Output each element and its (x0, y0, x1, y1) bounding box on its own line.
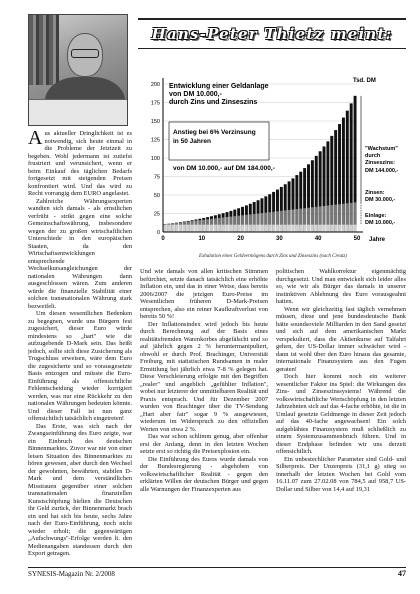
bar-einlage-segment (288, 225, 291, 232)
y-tick-label: 175 (150, 100, 160, 107)
bar-zinsen-segment (222, 217, 225, 224)
chart-svg (135, 72, 407, 250)
bar-zinsen-segment (299, 209, 302, 225)
y-tick-label: 0 (156, 230, 160, 236)
article-banner (138, 18, 406, 49)
paragraph: Und wie damals von allen kritischen Stimmen befürchtet, setzte danach tatsächlich eine erhöhte Inflation ein, und das in einer Weise, dass bereits 2006/2007 die jetzigen Euro-Preise im Wesentlichen früheren D-Mark-Preisen entsprechen, also ein reiner Kaufkraftverlust von bereits 50 %! (140, 268, 268, 320)
bar-zinsen-segment (326, 206, 329, 225)
bar-einlage-segment (163, 225, 166, 232)
bar-zinsen-segment (195, 221, 198, 225)
paragraph: Ein unbestechlicher Parameter sind Gold- und Silberpreis. Der Unzenpreis (31,1 g) stieg so innerhalb der letzten Wochen bei Gold vom 16.11.07 zum 27.02.08 von 784,5 auf 958,7 US-Dollar und Silber von 14,4 auf 19,31 (276, 455, 406, 493)
text-column-1 (28, 130, 132, 562)
paragraph: Doch hier kommt noch ein weiterer wesentlicher Faktor ins Spiel: die Wirkungen des Zins- und Zinseszinssystems! Während die volkswirtschaftliche Wertschöpfung in den letzten Jahrzehnten sich auf das 4-fache erhöhte, ist die in Umlauf gesetzte Geldmenge in dieser Zeit jedoch auf das 40-fache angewachsen! Ein solch aufgeblähtes Finanzsystem muß schließlich zu einem Systemzusammenbruch führen. Und in dieser Endphase befinden wir uns derzeit offensichtlich. (276, 373, 406, 455)
bar-zinsen-segment (241, 215, 244, 224)
bar-einlage-segment (323, 225, 326, 232)
paragraph: Das Erste, was sich nach der Zwangseinführung des Euro zeigte, war ein Einbruch des deutschen Binnenmarktes. Zuvor war nie von einer leisen Situation des Binnenmarktes zu hören gewesen, aber durch den Wechsel der gewohnten, bewährten, stabilen D-Mark und dem verständlichen Misstrauen gegenüber einer solchen transnationalen finanziellen Kunstschöpfung hielten die Deutschen ihr Geld zurück, der Binnenmarkt brach ein und hat sich bis heute, sechs Jahre nach der Euro-Einführung, noch nicht wieder erholt; die gegenwärtigen „Aufschwungs"-Erfolge werden lt. den Medienangaben standessen durch den Export getragen. (28, 422, 132, 557)
y-tick-label: 200 (150, 82, 160, 88)
bar-zinsen-segment (257, 214, 260, 225)
y-tick-label: 75 (153, 174, 160, 181)
bar-einlage-segment (229, 225, 232, 232)
banner-title: Hans-Peter Thietz meint: (151, 25, 393, 43)
bar-einlage-segment (187, 225, 190, 232)
bar-einlage-segment (319, 225, 322, 232)
bar-einlage-segment (257, 225, 260, 232)
bar-einlage-segment (268, 225, 271, 232)
footer-rule (28, 567, 406, 568)
bar-zinsen-segment (280, 211, 283, 225)
x-tick-label: 30 (276, 236, 283, 242)
bar-einlage-segment (299, 225, 302, 232)
paragraph: Die Einführung des Euros wurde damals von der Bundesregierung - abgehoben von volkswirtschaftlicher Realität - gegen den erklärten Willen der deutschen Bürger und gegen alle Warnungen der Finanzexperten aus (140, 455, 268, 493)
chart-title: Entwicklung einer Geldanlage (169, 83, 269, 90)
bar-zinsen-segment (342, 204, 345, 225)
bar-einlage-segment (295, 225, 298, 232)
bar-zinsen-segment (167, 224, 170, 225)
bar-zinsen-segment (226, 217, 229, 225)
bar-einlage-segment (249, 225, 252, 232)
chart-title-line2: von DM 10.000,- (169, 91, 222, 98)
bar-zinsen-segment (315, 207, 318, 225)
einlage-label: Einlage: (365, 213, 387, 219)
bar-zinsen-segment (272, 212, 275, 225)
bar-einlage-segment (218, 225, 221, 232)
bar-zinsen-segment (354, 202, 357, 224)
bar-zinsen-segment (237, 216, 240, 225)
einlage-label-value: DM 10.000,- (365, 220, 396, 226)
bar-zinsen-segment (307, 208, 310, 225)
bar-zinsen-segment (218, 218, 221, 225)
figure-caption: Exhalation eines Geldvermögens durch Zins und Zinseszins (nach Creutz) (199, 254, 347, 259)
bar-einlage-segment (214, 225, 217, 232)
bar-einlage-segment (334, 225, 337, 232)
bar-zinsen-segment (214, 218, 217, 224)
x-tick-label: 40 (314, 236, 322, 242)
wachstum-label-line3: Zinseszins: (365, 160, 395, 166)
bar-einlage-segment (326, 225, 329, 232)
bar-einlage-segment (307, 225, 310, 232)
bar-einlage-segment (226, 225, 229, 232)
bar-einlage-segment (284, 225, 287, 232)
bar-einlage-segment (272, 225, 275, 232)
y-tick-label: 25 (153, 211, 160, 218)
bar-einlage-segment (311, 225, 314, 232)
bar-einlage-segment (198, 225, 201, 232)
bar-einlage-segment (179, 225, 182, 232)
bar-einlage-segment (175, 225, 178, 232)
bar-zinsen-segment (249, 214, 252, 224)
bar-einlage-segment (202, 225, 205, 232)
paragraph: Aus aktueller Dringlichkeit ist es notwendig, sich heute einmal in die Probleme der Jetztzeit zu begeben. Wohl jedermann ist zutiefst frustriert und verunsichert, wenn er beim Einkauf des täglichen Bedarfs fortgesetzt mit steigenden Preisen konfrontiert wird. Und das wird zu Recht vorrangig dem EURO angelastet. (28, 130, 132, 197)
zinsen-label: Zinsen: (365, 190, 385, 196)
bar-zinsen-segment (198, 220, 201, 224)
paragraph: Um diesen wesentlichen Bedenken zu begegnen, wurde uns Bürgern fest zugesichert, dieser Euro würde mindestens so „hart" wie die aufzugebende D-Mark sein. Das heißt jedoch, sollte sich diese Zusicherung als Trugschluss erweisen, wäre dem Euro die zugesicherte und so vorausgesetzte Basis entzogen und müsste die Euro-Einführung als offensichtliche Fehlentscheidung wieder korrigiert werden, was nur eine Rückkehr zu den nationalen Währungen bedeuten könnte. Und dieser Fall ist nun ganz offensichtlich tatsächlich eingetreten! (28, 310, 132, 422)
bar-zinsen-segment (303, 208, 306, 224)
annotation-growth-years: in 50 Jahren (173, 138, 211, 145)
bar-zinsen-segment (245, 215, 248, 225)
wachstum-label-line2: durch (365, 153, 381, 159)
bar-zinsen-segment (206, 219, 209, 224)
bar-zinsen-segment (171, 223, 174, 224)
bar-zinsen-segment (334, 205, 337, 225)
bar-einlage-segment (245, 225, 248, 232)
bar-zinsen-segment (346, 203, 349, 224)
bar-einlage-segment (253, 225, 256, 232)
bar-einlage-segment (237, 225, 240, 232)
bar-einlage-segment (346, 225, 349, 232)
bar-einlage-segment (241, 225, 244, 232)
bar-zinsen-segment (202, 220, 205, 225)
x-tick-label: 0 (161, 236, 165, 242)
bar-zinsen-segment (183, 222, 186, 225)
wachstum-label: "Wachstum" (365, 146, 398, 152)
text-column-3 (276, 268, 406, 562)
y-tick-label: 125 (150, 137, 160, 144)
bar-zinsen-segment (268, 212, 271, 224)
bar-zinsen-segment (288, 210, 291, 225)
bar-einlage-segment (171, 225, 174, 232)
bar-einlage-segment (338, 225, 341, 232)
text-column-2 (140, 268, 268, 562)
bar-einlage-segment (260, 225, 263, 232)
paragraph: Zahlreiche Währungsexperten wandten sich damals - als ernstlichen verfrüht - strikt gegen eine solche Gemeinschaftswährung, insbesondere wegen der zu großen wirtschaftlichen Unterschiede in den europäischen Staaten, da den Wirtschaftsentwicklungen entsprechende Wechselkursangleichungen der nationalen Währungen dann ausgeschlossen wären. Zum anderen würde die finanzielle Stabilität einer solchen transnationalen Währung stark bezweifelt. (28, 197, 132, 310)
bar-zinsen-segment (260, 213, 263, 225)
x-tick-label: 20 (237, 236, 244, 242)
bar-zinsen-segment (210, 219, 213, 225)
bar-zinsen-segment (229, 217, 232, 225)
bar-einlage-segment (195, 225, 198, 232)
footer-publication: SYNESIS-Magazin Nr. 2/2008 (28, 570, 115, 578)
bar-einlage-segment (292, 225, 295, 232)
annotation-range: von DM 10.000,- auf DM 184.000,- (173, 165, 275, 172)
bar-zinsen-segment (323, 206, 326, 225)
bar-zinsen-segment (276, 211, 279, 224)
y-tick-label: 50 (153, 193, 160, 199)
bar-einlage-segment (280, 225, 283, 232)
x-tick-label: 50 (353, 236, 361, 242)
bar-zinsen-segment (253, 214, 256, 225)
bar-zinsen-segment (311, 207, 314, 224)
bar-zinsen-segment (284, 210, 287, 224)
bar-einlage-segment (330, 225, 333, 232)
bar-zinsen-segment (264, 213, 267, 225)
compound-interest-chart (135, 72, 407, 250)
paragraph: Der Inflationsindex wird jedoch bis heute durch Berechnung auf der Basis eines realitätsfremden Warenkorbes abgefälscht und so auf jährlich gegen 2 % heruntermanipuliert, obwohl er durch Prof. Brachinger, Universität Freiburg, mit statistischen Rundsamen in realer Ermittlung bei jährlich etwa 7-8 % gelegen hat. Diese Verschleierung erfolgte mit den Begriffen „realer" und angeblich „gefühlter Inflation", wobei nur letzterer der unmittelbaren Realität und Praxis entsprach. Und für Dezember 2007 wurden von Brachinger über die TV-Sendung „Hart aber fair" sogar 9 % ausgewiesen, wiederum im Widerspruch zu den offiziellen Werten von etwa 2 %. (140, 320, 268, 433)
bar-zinsen-segment (330, 205, 333, 225)
x-tick-label: 10 (198, 236, 206, 242)
y-tick-label: 100 (150, 156, 160, 162)
bar-einlage-segment (183, 225, 186, 232)
bar-zinsen-segment (175, 223, 178, 225)
bar-einlage-segment (191, 225, 194, 232)
bar-zinsen-segment (191, 221, 194, 225)
bar-einlage-segment (303, 225, 306, 232)
bar-einlage-segment (233, 225, 236, 232)
bar-zinsen-segment (233, 216, 236, 224)
y-tick-label: 150 (150, 119, 160, 125)
bar-einlage-segment (350, 225, 353, 232)
bar-zinsen-segment (295, 209, 298, 225)
x-axis-label: Jahre (368, 237, 386, 243)
bar-einlage-segment (276, 225, 279, 232)
bar-einlage-segment (315, 225, 318, 232)
paragraph: politischen Wahlkorrektur eigenmächtig durchgesetzt. Und man entwickelt sich leider alles so, wie wir als Bürger das damals in unserer instinktiven Ablehnung des Euro vorausgeahnt hatten. (276, 268, 406, 305)
chart-title-line3: durch Zins und Zinseszins (169, 99, 258, 106)
y-axis-label: Tsd. DM (353, 78, 376, 84)
bar-zinsen-segment (292, 210, 295, 225)
author-photo (28, 14, 128, 126)
bar-einlage-segment (206, 225, 209, 232)
bar-zinsen-segment (179, 222, 182, 224)
bar-einlage-segment (167, 225, 170, 232)
wachstum-label-value: DM 144.000,- (365, 168, 399, 174)
annotation-growth: Anstieg bei 6% Verzinsung (173, 129, 256, 136)
bar-einlage-segment (264, 225, 267, 232)
bar-einlage-segment (222, 225, 225, 232)
bar-einlage-segment (342, 225, 345, 232)
drop-cap: A (28, 130, 43, 149)
bar-einlage-segment (210, 225, 213, 232)
paragraph: Wenn wir gleichzeitig fast täglich vernehmen müssen, diese und jene bundesdeutsche Bank hätte soundsoviele Milliarden in den Sand gesetzt und sich auf dem amerikanischen Markt verspekuliert, dass die Aktienkurse auf Talfahrt gehen, der US-Dollar immer schwächer wird - dann ist wohl über den Euro hinaus das gesamte, internationale Finanzsystem aus den Fugen geraten! (276, 305, 406, 373)
zinsen-label-value: DM 30.000,- (365, 197, 396, 203)
bar-zinsen-segment (187, 221, 190, 224)
bar-zinsen-segment (338, 204, 341, 224)
page-number: 47 (398, 569, 406, 578)
paragraph: Das war schon schlimm genug, aber offenbar erst der Anfang, denn in den letzten Wochen setzte erst so richtig die Preisexplosion ein. (140, 433, 268, 455)
bar-einlage-segment (354, 225, 357, 232)
bar-zinsen-segment (350, 203, 353, 225)
bar-zinsen-segment (319, 206, 322, 224)
